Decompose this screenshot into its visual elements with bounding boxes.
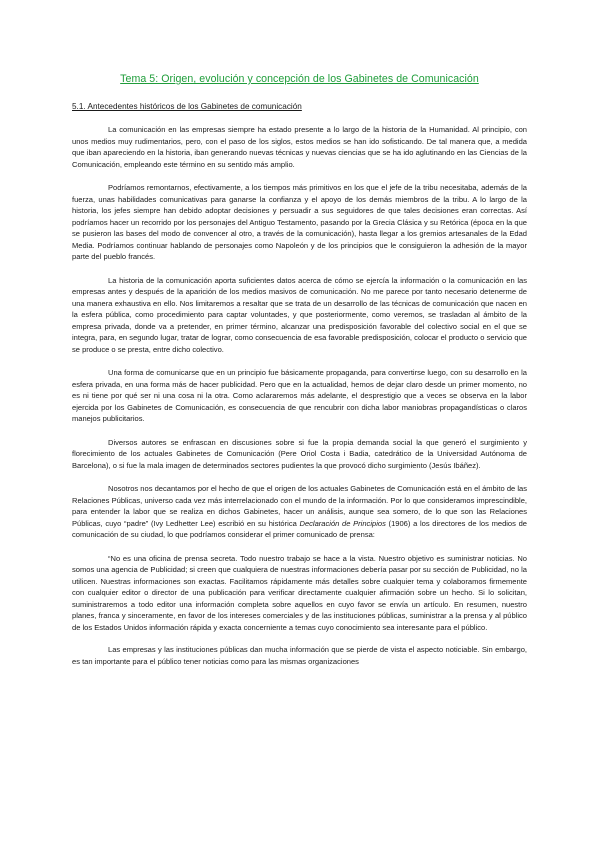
paragraph: La historia de la comunicación aporta suficientes datos acerca de cómo se ejercía la información o la comunicación en las empresas antes y después de la aparición de los medios masivos de comunicación. No me parece por tanto necesario detenerme de una manera exhaustiva en ello. Nos limitaremos a resaltar que se trata de un desarrollo de las técnicas de comunicación que nacen en la esfera pública, como procedimiento para captar voluntades, y que posteriormente, como veremos, se trasladan al ámbito de la empresa privada, donde va a pretender, en primer término, alcanzar una predisposición favorable del colectivo social en el que se integra, para, en segundo lugar, tratar de lograr, como consecuencia de esa favorable predisposición, colocar el producto o servicio que se produce o se presta, entre dicho colectivo. <box>72 275 527 354</box>
paragraph-text: (1906) a los directores de los medios de comunicación de su ciudad, lo que podríamos considerar el primer comunicado de prensa: <box>72 518 527 539</box>
paragraph: Podríamos remontarnos, efectivamente, a los tiempos más primitivos en los que el jefe de la tribu necesitaba, además de la fuerza, unas habilidades comunicativas para ganarse la confianza y el apoyo de los demás miembros de la tribu. A lo largo de la historia, los jefes siempre han debido adoptar decisiones y persuadir a sus seguidores de que tales decisiones eran correctas. Así podríamos hacer un recorrido por los personajes del Antiguo Testamento, pasando por la Grecia Clásica y su Retórica (época en la que se pusieron las bases del modo de convencer al otro, a través de la comunicación), hasta llegar a los gremios artesanales de la Edad Media. Podríamos continuar hablando de personajes como Napoleón y de los principios que le consiguieron la adhesión de la mayor parte del pueblo francés. <box>72 183 527 261</box>
document-title: Tema 5: Origen, evolución y concepción de los Gabinetes de Comunicación <box>120 73 479 85</box>
paragraph <box>72 483 527 541</box>
paragraph: Una forma de comunicarse que en un principio fue básicamente propaganda, para convertirse luego, con su desarrollo en la esfera privada, en una forma más de hacer publicidad. Pero que en la actualidad, hemos de dejar claro desde un primer momento, no es ni tiene por qué ser ni una cosa ni la otra. Como aclararemos más adelante, el desprestigio que a veces se observa en la labor ejercida por los Gabinetes de Comunicación, es consecuencia de que rencubrir con dicha labor maniobras propagandísticas o claros manejos publicitarios. <box>72 368 527 423</box>
paragraph-text: Nosotros nos decantamos por el hecho de que el origen de los actuales Gabinetes de Comunicación está en el ámbito de las Relaciones Públicas, universo cada vez más interrelacionado con el mundo de la información. Por lo que consideramos imprescindible, para entender la labor que se realiza en dichos Gabinetes, hacer un análisis, aunque sea somero, de lo que son las Relaciones Públicas, cuyo “padre” (Ivy Ledhetter Lee) escribió en su histórica <box>72 484 527 528</box>
italic-title: Declaración de Principios <box>299 518 386 528</box>
paragraph: Las empresas y las instituciones públicas dan mucha información que se pierde de vista el aspecto noticiable. Sin embargo, es tan importante para el público tener noticias como para las mismas organizaciones <box>72 645 527 666</box>
paragraph: La comunicación en las empresas siempre ha estado presente a lo largo de la historia de la Humanidad. Al principio, con unos medios muy rudimentarios, pero, con el paso de los siglos, estos medios se han ido sofisticando. De tal manera que, a medida que iban apareciendo en la historia, iban generando nuevas técnicas y nuevas ciencias que se ha ido aglutinando en las Ciencias de la Comunicación, empleando este término en su sentido más amplio. <box>72 125 527 169</box>
quote-paragraph: “No es una oficina de prensa secreta. Todo nuestro trabajo se hace a la vista. Nuestro objetivo es suministrar noticias. No somos una agencia de Publicidad; si creen que cualquiera de nuestras informaciones debería pasar por su sección de Publicidad, no la utilicen. Nuestras informaciones son exactas. Facilitamos rápidamente más detalles sobre cualquier tema y colaboramos firmemente con cualquier editor o director de una publicación para verificar directamente cualquier afirmación sobre un hecho. Si lo solicitan, suministraremos a todo editor una información completa sobre aquellos en cuyo favor se envía un artículo. En resumen, nuestro planes, franca y sinceramente, en favor de los intereses comerciales y de las instituciones públicas, suministrar a la prensa y al público de los Estados Unidos información rápida y exacta concerniente a temas cuyo conocimiento sea interesante para el público. <box>72 553 527 632</box>
section-heading: 5.1. Antecedentes históricos de los Gabinetes de comunicación <box>72 102 302 111</box>
document-body <box>72 124 527 679</box>
paragraph: Diversos autores se enfrascan en discusiones sobre si fue la propia demanda social la que generó el surgimiento y florecimiento de los actuales Gabinetes de Comunicación (Pere Oriol Costa i Badia, catedrático de la Universidad Autónoma de Barcelona), o si fue la mala imagen de determinados sectores pudientes la que provocó dicho surgimiento (Jesús Ibáñez). <box>72 437 527 470</box>
